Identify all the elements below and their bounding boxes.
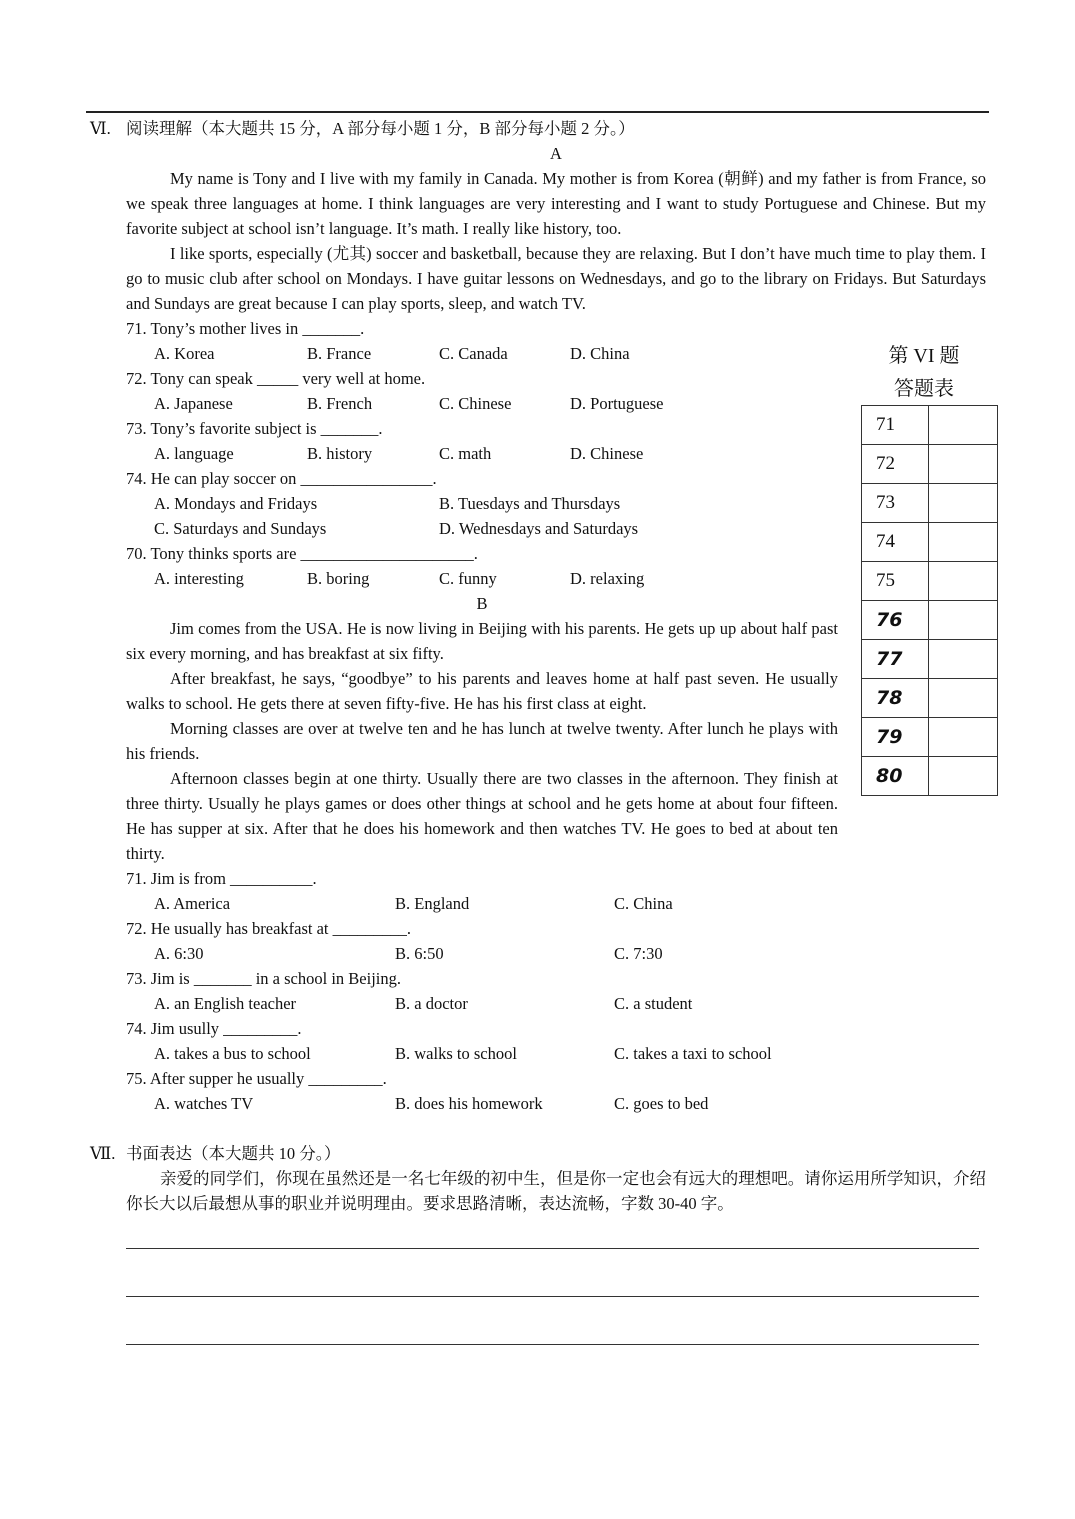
option-b-74-b: B. walks to school xyxy=(395,1044,517,1063)
question-a-70: 70. Tony thinks sports are _____________________. xyxy=(126,544,478,563)
writing-line-2[interactable] xyxy=(126,1296,979,1297)
writing-line-3[interactable] xyxy=(126,1344,979,1345)
option-b-73-a: A. an English teacher xyxy=(154,994,297,1013)
option-a-74-d: D. Wednesdays and Saturdays xyxy=(439,519,639,538)
question-a-74: 74. He can play soccer on ________________. xyxy=(126,469,437,488)
section-7-instructions: 亲爱的同学们，你现在虽然还是一名七年级的初中生，但是你一定也会有远大的理想吧。请你运用所学知识，介绍你长大以后最想从事的职业并说明理由。要求思路清晰，表达流畅，字数 30-40 字。 xyxy=(126,1169,986,1213)
answer-row-76 xyxy=(862,601,998,640)
section-6-number: Ⅵ. xyxy=(90,119,111,138)
question-b-73: 73. Jim is _______ in a school in Beijing. xyxy=(126,969,401,988)
answer-row-74 xyxy=(862,523,998,562)
option-a-74-b: B. Tuesdays and Thursdays xyxy=(439,494,621,513)
option-a-73-a: A. language xyxy=(154,444,234,463)
option-a-74-c: C. Saturdays and Sundays xyxy=(154,519,327,538)
option-a-71-b: B. France xyxy=(307,344,372,363)
answer-row-73 xyxy=(862,484,998,523)
option-a-71-d: D. China xyxy=(570,344,630,363)
answer-cell[interactable] xyxy=(929,640,998,679)
answer-cell[interactable] xyxy=(929,445,998,484)
answer-row-number: 74 xyxy=(862,523,929,562)
part-b-label: B xyxy=(476,594,488,613)
question-a-71: 71. Tony’s mother lives in _______. xyxy=(126,319,365,338)
option-a-73-c: C. math xyxy=(439,444,492,463)
option-a-72-c: C. Chinese xyxy=(439,394,512,413)
answer-table-title-line-2: 答题表 xyxy=(894,378,954,400)
option-b-74-c: C. takes a taxi to school xyxy=(614,1044,772,1063)
option-b-75-a: A. watches TV xyxy=(154,1094,254,1113)
part-b-paragraph-4: Afternoon classes begin at one thirty. Usually there are two classes in the afternoon. They finish at three thirty. Usually he plays games or does other things at school and he gets home at about four fifteen. He has supper at six. After that he does his homework and then watches TV. He goes to bed at about ten thirty. xyxy=(126,769,838,863)
answer-table xyxy=(861,405,998,796)
answer-cell[interactable] xyxy=(929,679,998,718)
option-a-72-d: D. Portuguese xyxy=(570,394,664,413)
option-a-72-a: A. Japanese xyxy=(154,394,233,413)
option-a-70-a: A. interesting xyxy=(154,569,244,588)
option-b-71-a: A. America xyxy=(154,894,231,913)
option-a-71-c: C. Canada xyxy=(439,344,508,363)
answer-row-number: 71 xyxy=(862,406,929,445)
option-a-73-b: B. history xyxy=(307,444,373,463)
answer-cell[interactable] xyxy=(929,562,998,601)
answer-row-80 xyxy=(862,757,998,796)
option-a-70-d: D. relaxing xyxy=(570,569,645,588)
answer-row-number: 73 xyxy=(862,484,929,523)
option-b-75-c: C. goes to bed xyxy=(614,1094,709,1113)
part-a-label: A xyxy=(550,144,562,163)
answer-cell[interactable] xyxy=(929,484,998,523)
answer-table-title-line-1: 第 VI 题 xyxy=(888,345,960,367)
answer-row-75 xyxy=(862,562,998,601)
option-b-72-b: B. 6:50 xyxy=(395,944,444,963)
question-a-72: 72. Tony can speak _____ very well at home. xyxy=(126,369,426,388)
question-a-73: 73. Tony’s favorite subject is _______. xyxy=(126,419,383,438)
option-a-74-a: A. Mondays and Fridays xyxy=(154,494,318,513)
answer-row-77 xyxy=(862,640,998,679)
answer-cell[interactable] xyxy=(929,757,998,796)
section-7-heading: 书面表达（本大题共 10 分。） xyxy=(126,1144,341,1163)
writing-line-1[interactable] xyxy=(126,1248,979,1249)
answer-row-number: 75 xyxy=(862,562,929,601)
option-b-71-c: C. China xyxy=(614,894,673,913)
answer-row-number: 76 xyxy=(862,601,929,640)
option-b-73-b: B. a doctor xyxy=(395,994,468,1013)
answer-cell[interactable] xyxy=(929,601,998,640)
option-b-75-b: B. does his homework xyxy=(395,1094,543,1113)
option-b-72-a: A. 6:30 xyxy=(154,944,204,963)
part-a-paragraph-1: My name is Tony and I live with my family in Canada. My mother is from Korea (朝鲜) and my father is from France, so we speak three languages at home. I think languages are very interesting and I want to study Portuguese and Chinese. But my favorite subject at school isn’t language. It’s math. I really like history, too. xyxy=(126,169,986,238)
answer-cell[interactable] xyxy=(929,406,998,445)
option-b-71-b: B. England xyxy=(395,894,470,913)
answer-row-number: 72 xyxy=(862,445,929,484)
answer-row-number: 77 xyxy=(862,640,929,679)
answer-cell[interactable] xyxy=(929,523,998,562)
part-b-paragraph-1: Jim comes from the USA. He is now living in Beijing with his parents. He gets up up about half past six every morning, and has breakfast at six fifty. xyxy=(126,619,838,663)
option-b-73-c: C. a student xyxy=(614,994,693,1013)
question-b-72: 72. He usually has breakfast at _________. xyxy=(126,919,412,938)
question-b-75: 75. After supper he usually _________. xyxy=(126,1069,387,1088)
option-b-74-a: A. takes a bus to school xyxy=(154,1044,311,1063)
part-b-paragraph-2: After breakfast, he says, “goodbye” to his parents and leaves home at half past seven. He usually walks to school. He gets there at seven fifty-five. He has his first class at eight. xyxy=(126,669,838,713)
answer-cell[interactable] xyxy=(929,718,998,757)
part-a-paragraph-2: I like sports, especially (尤其) soccer and basketball, because they are relaxing. But I don’t have much time to play them. I go to music club after school on Mondays. I have guitar lessons on Wednesdays, and go to the library on Fridays. But Saturdays and Sundays are great because I can play sports, sleep, and watch TV. xyxy=(126,244,986,313)
option-a-71-a: A. Korea xyxy=(154,344,215,363)
answer-row-78 xyxy=(862,679,998,718)
section-7-number: Ⅶ. xyxy=(90,1144,116,1163)
option-b-72-c: C. 7:30 xyxy=(614,944,663,963)
section-6-heading: 阅读理解（本大题共 15 分，A 部分每小题 1 分，B 部分每小题 2 分。） xyxy=(126,119,635,138)
option-a-73-d: D. Chinese xyxy=(570,444,644,463)
question-b-74: 74. Jim usully _________. xyxy=(126,1019,302,1038)
answer-row-71 xyxy=(862,406,998,445)
option-a-70-c: C. funny xyxy=(439,569,497,588)
option-a-72-b: B. French xyxy=(307,394,373,413)
top-rule xyxy=(86,111,989,113)
answer-row-79 xyxy=(862,718,998,757)
answer-row-number: 79 xyxy=(862,718,929,757)
question-b-71: 71. Jim is from __________. xyxy=(126,869,317,888)
part-b-paragraph-3: Morning classes are over at twelve ten and he has lunch at twelve twenty. After lunch he plays with his friends. xyxy=(126,719,838,763)
answer-row-number: 80 xyxy=(862,757,929,796)
answer-row-number: 78 xyxy=(862,679,929,718)
answer-row-72 xyxy=(862,445,998,484)
option-a-70-b: B. boring xyxy=(307,569,370,588)
